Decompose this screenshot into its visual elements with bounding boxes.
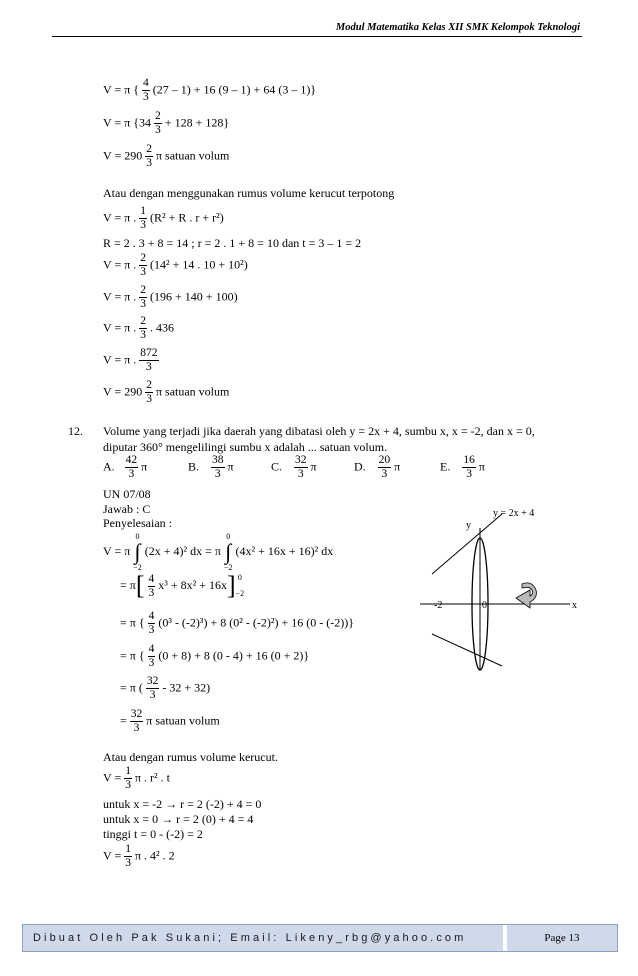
page-footer	[22, 924, 618, 952]
calc2-intro: Atau dengan menggunakan rumus volume kerucut terpotong	[103, 186, 395, 200]
question-text-2: diputar 360° mengelilingi sumbu x adalah ... satuan volum.	[103, 440, 388, 454]
question-source: UN 07/08	[103, 487, 151, 501]
option-a: A. $\frac{42}{3}$ π	[103, 454, 148, 480]
calc2-line4: V = π . $\frac{2}{3}$ . 436	[103, 315, 175, 341]
footer-page-number: Page 13	[507, 925, 617, 951]
calc1-line1: V = π { $\frac{4}{3}$ (27 – 1) + 16 (9 – 1) + 64 (3 – 1)}	[103, 77, 317, 103]
cone-line5: V = $\frac{1}{3}$ π . 4² . 2	[103, 843, 175, 869]
question-text-1: Volume yang terjadi jika daerah yang dibatasi oleh y = 2x + 4, sumbu x, x = -2, dan x = 0,	[103, 424, 535, 438]
cone-line4: tinggi t = 0 - (-2) = 2	[103, 827, 203, 841]
cone-line3: untuk x = 0 → r = 2 (0) + 4 = 4	[103, 812, 254, 826]
solution-label: Penyelesaian :	[103, 516, 172, 530]
graph-tick-0: 0	[482, 600, 487, 611]
cone-line1: V = $\frac{1}{3}$ π . r² . t	[103, 765, 170, 791]
option-e: E. $\frac{16}{3}$ π	[440, 454, 485, 480]
solution-line3: = π { $\frac{4}{3}$ (0³ - (-2)³) + 8 (0² - (-2)²) + 16 (0 - (-2))}	[120, 610, 354, 636]
calc2-given: R = 2 . 3 + 8 = 14 ; r = 2 . 1 + 8 = 10 dan t = 3 – 1 = 2	[103, 236, 362, 250]
page-header: Modul Matematika Kelas XII SMK Kelompok Teknologi	[335, 22, 580, 33]
calc1-line3: V = 290 $\frac{2}{3}$ π satuan volum	[103, 143, 230, 169]
cone-graph	[420, 500, 580, 680]
header-divider	[52, 36, 582, 37]
option-d: D. $\frac{20}{3}$ π	[354, 454, 401, 480]
solution-line4: = π { $\frac{4}{3}$ (0 + 8) + 8 (0 - 4) + 16 (0 + 2)}	[120, 643, 310, 669]
option-c: C. $\frac{32}{3}$ π	[271, 454, 317, 480]
calc2-line6: V = 290 $\frac{2}{3}$ π satuan volum	[103, 379, 230, 405]
graph-equation: y = 2x + 4	[493, 508, 535, 519]
calc2-line3: V = π . $\frac{2}{3}$ (196 + 140 + 100)	[103, 284, 238, 310]
line-lower	[432, 634, 502, 666]
graph-y-label: y	[466, 520, 471, 531]
graph-tick-minus2: -2	[434, 600, 443, 611]
solution-line6: = $\frac{32}{3}$ π satuan volum	[120, 708, 220, 734]
answer-label: Jawab : C	[103, 502, 151, 516]
calc2-line5: V = π . $\frac{872}{3}$	[103, 347, 158, 373]
solution-line5: = π ( $\frac{32}{3}$ - 32 + 32)	[120, 675, 211, 701]
calc2-line1: V = π . $\frac{1}{3}$ (R² + R . r + r²)	[103, 205, 224, 231]
solution-integral: V = π 0 ∫ −2 (2x + 4)² dx = π 0 ∫ −2 (4x² + 16x + 16)² dx	[103, 532, 334, 573]
calc2-line2: V = π . $\frac{2}{3}$ (14² + 14 . 10 + 10²)	[103, 252, 248, 278]
graph-x-label: x	[572, 600, 577, 611]
footer-author: Dibuat Oleh Pak Sukani; Email: Likeny_rbg@yahoo.com	[23, 925, 505, 951]
cone-line2: untuk x = -2 → r = 2 (-2) + 4 = 0	[103, 797, 262, 811]
solution-line2: = π[ $\frac{4}{3}$ x³ + 8x² + 16x] 0 −2	[120, 571, 245, 600]
question-number: 12.	[68, 424, 83, 438]
option-b: B. $\frac{38}{3}$ π	[188, 454, 234, 480]
calc1-line2: V = π {34 $\frac{2}{3}$ + 128 + 128}	[103, 110, 230, 136]
cone-intro: Atau dengan rumus volume kerucut.	[103, 750, 278, 764]
